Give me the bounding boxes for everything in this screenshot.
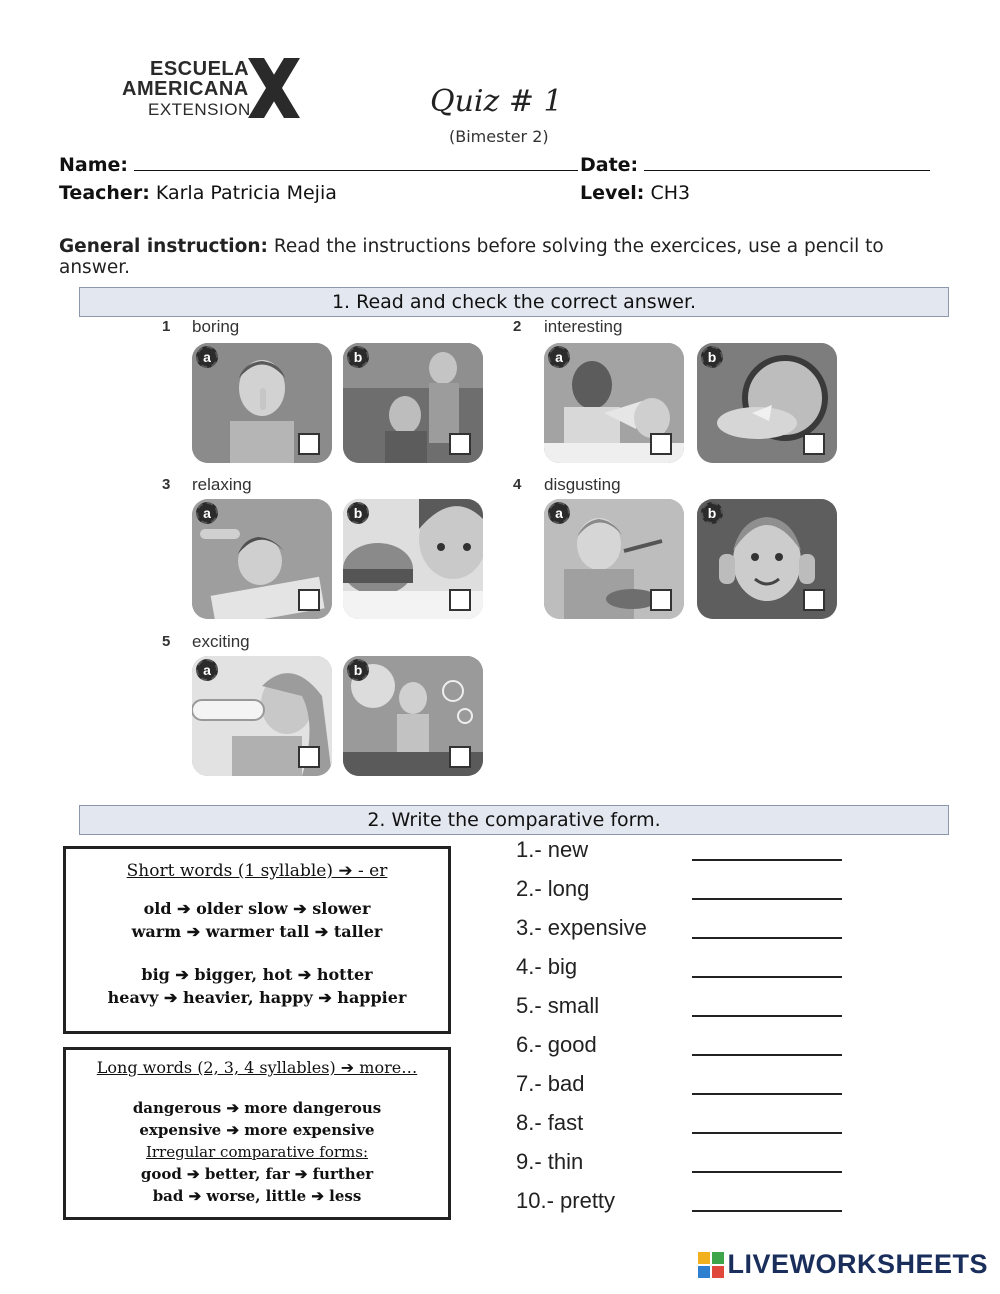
rule-line: heavy ➔ heavier, happy ➔ happier bbox=[107, 988, 407, 1007]
checkbox-boring-a[interactable] bbox=[298, 433, 320, 455]
logo-line-3: EXTENSION bbox=[148, 100, 251, 119]
item-word: interesting bbox=[544, 317, 623, 336]
comparative-word: 10.- pretty bbox=[516, 1188, 616, 1213]
exercise-1-title: 1. Read and check the correct answer. bbox=[79, 287, 949, 317]
answer-line[interactable] bbox=[692, 1054, 842, 1056]
rule-line: big ➔ bigger, hot ➔ hotter bbox=[141, 965, 373, 984]
item-number: 3 bbox=[162, 476, 171, 493]
comparative-word: 3.- expensive bbox=[516, 915, 647, 940]
photo-interesting-a bbox=[544, 343, 684, 463]
rule-line: good ➔ better, far ➔ further bbox=[140, 1165, 374, 1183]
logo-x-mark bbox=[246, 56, 302, 120]
photo-disgusting-b bbox=[697, 499, 837, 619]
name-field bbox=[59, 152, 578, 176]
answer-line[interactable] bbox=[692, 937, 842, 939]
answer-line[interactable] bbox=[692, 1132, 842, 1134]
logo-line-1: ESCUELA bbox=[150, 58, 250, 80]
checkbox-relaxing-b[interactable] bbox=[449, 589, 471, 611]
checkbox-disgusting-b[interactable] bbox=[803, 589, 825, 611]
liveworksheets-logo-icon bbox=[698, 1252, 724, 1278]
item-word: boring bbox=[192, 317, 240, 336]
option-a-badge: a bbox=[196, 502, 218, 524]
checkbox-exciting-b[interactable] bbox=[449, 746, 471, 768]
item-number: 2 bbox=[513, 318, 522, 335]
photo-boring-a bbox=[192, 343, 332, 463]
logo-line-2: AMERICANA bbox=[122, 78, 249, 100]
item-number: 5 bbox=[162, 633, 171, 650]
photo-disgusting-a bbox=[544, 499, 684, 619]
quiz-subtitle: (Bimester 2) bbox=[449, 127, 549, 146]
option-a-badge: a bbox=[548, 346, 570, 368]
comparative-word: 5.- small bbox=[516, 993, 600, 1018]
option-b-badge: b bbox=[347, 659, 369, 681]
teacher-value: Karla Patricia Mejia bbox=[155, 182, 337, 204]
option-a-badge: a bbox=[548, 502, 570, 524]
rule-line: dangerous ➔ more dangerous bbox=[132, 1099, 382, 1117]
short-words-rule-box bbox=[63, 846, 451, 1034]
teacher-label: Teacher: bbox=[59, 182, 150, 204]
school-logo bbox=[120, 58, 310, 124]
photo-relaxing-a bbox=[192, 499, 332, 619]
liveworksheets-text: LIVEWORKSHEETS bbox=[727, 1249, 988, 1279]
teacher-field bbox=[59, 182, 337, 204]
checkbox-exciting-a[interactable] bbox=[298, 746, 320, 768]
item-number: 1 bbox=[162, 318, 171, 335]
rule-line: warm ➔ warmer tall ➔ taller bbox=[131, 922, 383, 941]
short-words-heading: Short words (1 syllable) ➔ - er bbox=[126, 861, 388, 881]
comparative-word: 8.- fast bbox=[516, 1110, 584, 1135]
rule-line: old ➔ older slow ➔ slower bbox=[143, 899, 371, 918]
item-word: disgusting bbox=[544, 475, 621, 494]
name-input-line[interactable] bbox=[134, 152, 578, 171]
date-field bbox=[580, 152, 930, 176]
checkbox-interesting-a[interactable] bbox=[650, 433, 672, 455]
answer-line[interactable] bbox=[692, 1171, 842, 1173]
answer-line[interactable] bbox=[692, 976, 842, 978]
comparative-word: 1.- new bbox=[516, 837, 589, 862]
comparative-word: 7.- bad bbox=[516, 1071, 585, 1096]
option-b-badge: b bbox=[347, 346, 369, 368]
level-label: Level: bbox=[580, 182, 645, 204]
photo-exciting-a bbox=[192, 656, 332, 776]
photo-relaxing-b bbox=[343, 499, 483, 619]
option-a-badge: a bbox=[196, 346, 218, 368]
option-b-badge: b bbox=[701, 502, 723, 524]
answer-line[interactable] bbox=[692, 859, 842, 861]
answer-line[interactable] bbox=[692, 1210, 842, 1212]
option-b-badge: b bbox=[347, 502, 369, 524]
item-word: exciting bbox=[192, 632, 250, 651]
level-field bbox=[580, 182, 690, 204]
exercise-2-title: 2. Write the comparative form. bbox=[79, 805, 949, 835]
rule-line: bad ➔ worse, little ➔ less bbox=[152, 1187, 362, 1205]
instruction-label: General instruction: bbox=[59, 236, 268, 257]
instruction-text: Read the instructions before solving the exercices, use a pencil to answer. bbox=[59, 236, 884, 278]
irregular-heading: Irregular comparative forms: bbox=[145, 1143, 369, 1161]
name-label: Name: bbox=[59, 154, 129, 176]
comparative-word: 6.- good bbox=[516, 1032, 597, 1057]
checkbox-disgusting-a[interactable] bbox=[650, 589, 672, 611]
answer-line[interactable] bbox=[692, 1093, 842, 1095]
answer-line[interactable] bbox=[692, 898, 842, 900]
general-instruction bbox=[59, 236, 959, 278]
long-words-rule-box bbox=[63, 1047, 451, 1220]
photo-exciting-b bbox=[343, 656, 483, 776]
checkbox-relaxing-a[interactable] bbox=[298, 589, 320, 611]
comparative-word: 9.- thin bbox=[516, 1149, 584, 1174]
item-number: 4 bbox=[513, 476, 522, 493]
checkbox-interesting-b[interactable] bbox=[803, 433, 825, 455]
liveworksheets-brand bbox=[698, 1249, 988, 1280]
date-input-line[interactable] bbox=[644, 152, 930, 171]
date-label: Date: bbox=[580, 154, 639, 176]
comparative-word: 2.- long bbox=[516, 876, 590, 901]
photo-boring-b bbox=[343, 343, 483, 463]
long-words-heading: Long words (2, 3, 4 syllables) ➔ more… bbox=[96, 1058, 418, 1077]
option-b-badge: b bbox=[701, 346, 723, 368]
option-a-badge: a bbox=[196, 659, 218, 681]
answer-line[interactable] bbox=[692, 1015, 842, 1017]
comparative-word: 4.- big bbox=[516, 954, 578, 979]
rule-line: expensive ➔ more expensive bbox=[139, 1121, 375, 1139]
level-value: CH3 bbox=[650, 182, 691, 204]
photo-interesting-b bbox=[697, 343, 837, 463]
item-word: relaxing bbox=[192, 475, 252, 494]
quiz-title: Quiz # 1 bbox=[430, 84, 563, 119]
checkbox-boring-b[interactable] bbox=[449, 433, 471, 455]
